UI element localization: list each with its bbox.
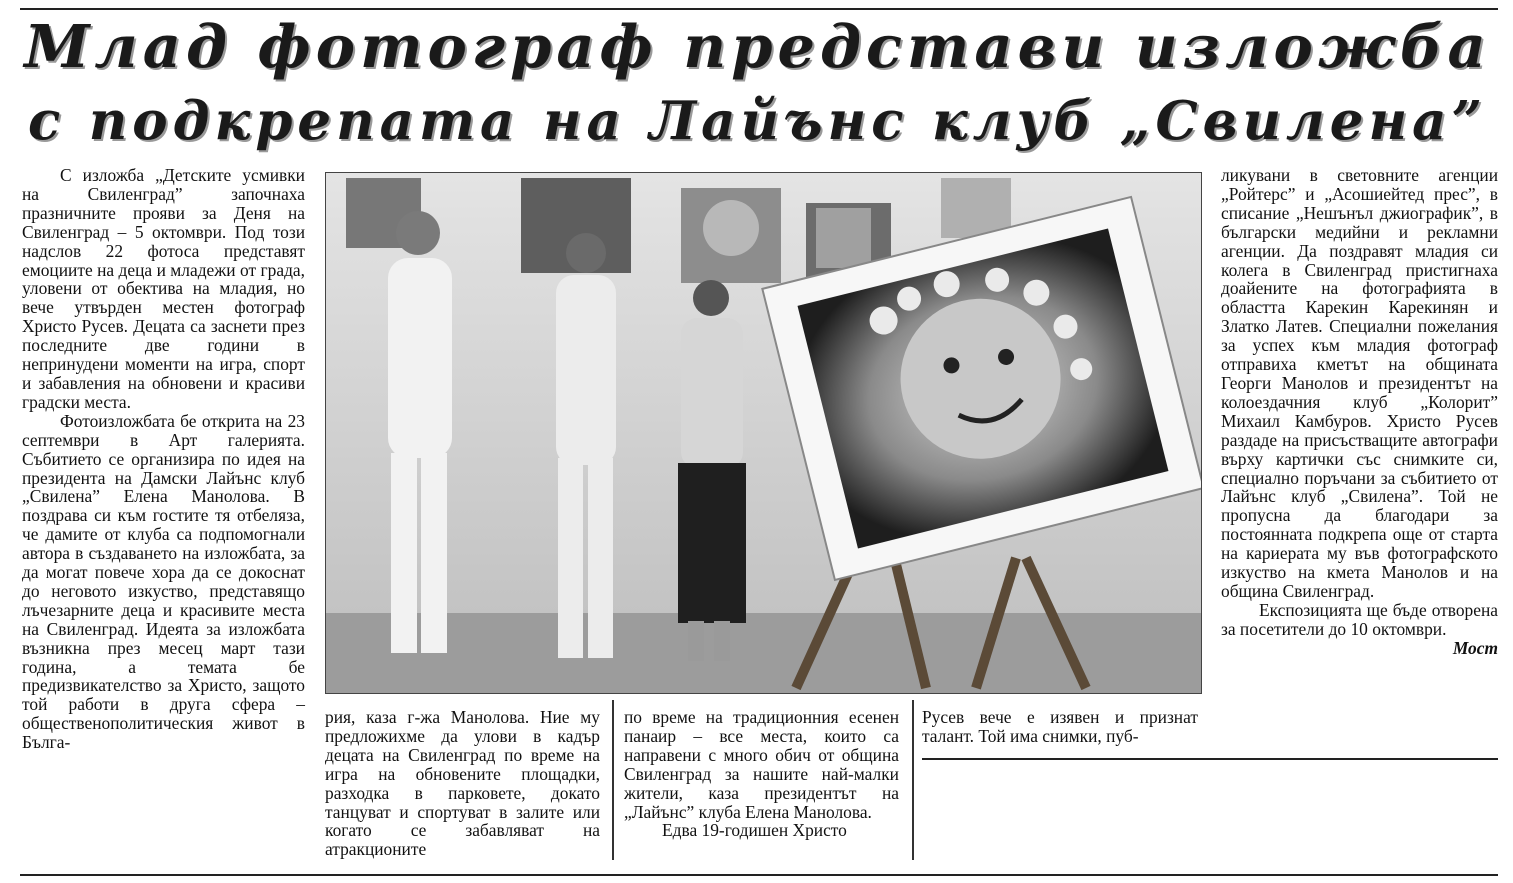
headline-line-1: Млад фотограф представи изложба bbox=[24, 12, 1491, 81]
gallery-photo-image bbox=[326, 173, 1201, 693]
paragraph-5: Едва 19-годишен Христо bbox=[662, 820, 847, 841]
article-column-2 bbox=[325, 708, 600, 859]
paragraph-7: ликувани в световните агенции „Ройтерс” и „Асошиейтед прес”, в списание „Нешънъл джиографик”, в български медийни и рекламни агенции. Да поздравят младия си колега в Свиленград пристигнаха доайените на фотографията в областта Карекин Карекинян и Златко Латев. Специални пожелания за успех към младия фотограф отправиха кметът на общината Георги Манолов и президентът на колоездачния клуб „Колорит” Михаил Камбуров. Христо Русев раздаде на присъстващите автографи върху картички със снимките си, специално поръчани за събитието от Лайънс клуб „Свилена”. Той не пропусна да благодари за постоянната подкрепа още от старта на кариерата му във фотографското изкуство на кмета Манолов и на община Свиленград. bbox=[1221, 165, 1498, 601]
article-column-5 bbox=[1221, 166, 1498, 658]
closing-text: Експозицията ще бъде отворена за посетители до 10 октомври. bbox=[1221, 599, 1498, 639]
column-4-rule bbox=[922, 758, 1498, 760]
paragraph-8 bbox=[1221, 599, 1498, 658]
signature: Мост bbox=[1452, 637, 1498, 658]
paragraph-6: Русев вече е изявен и признат талант. Той има снимки, пуб- bbox=[922, 707, 1198, 746]
headline-line-2: с подкрепата на Лайънс клуб „Свилена” bbox=[28, 90, 1487, 152]
paragraph-1: С изложба „Детските усмивки на Свиленград” започнаха празничните прояви за Деня на Свиленград – 5 октомври. Под този надслов 22 фотоса представят емоциите на деца и младежи от града, уловени от обектива на младия, но вече утвърден местен фотограф Христо Русев. Децата са заснети през последните две години в непринудени моменти на игра, спорт и забавления на обновени и красиви градски места. bbox=[22, 165, 305, 412]
paragraph-3: рия, каза г-жа Манолова. Ние му предложихме да улови в кадър децата на Свиленград по време на игра на обновените площадки, разходка в парковете, докато танцуват и спортуват в залите или когато се забавляват на атракционите bbox=[325, 707, 600, 860]
article-column-1 bbox=[22, 166, 305, 752]
bottom-rule bbox=[20, 874, 1498, 876]
paragraph-4: по време на традиционния есенен панаир – все места, които са направени с много обич от община Свиленград за нашите най-малки жители, каза президентът на „Лайънс” клуба Елена Манолова. bbox=[624, 707, 899, 822]
article-column-4 bbox=[922, 708, 1198, 746]
paragraph-2: Фотоизложбата бе открита на 23 септември в Арт галерията. Събитието се организира по идея на президента на Дамски Лайънс клуб „Свилена” Елена Манолова. В поздрава си към гостите тя отбеляза, че дамите от клуба са подпомогнали автора в създаването на изложбата, за да могат повече хора да се докоснат до неговото изкуство, представящо лъчезарните деца и красивите места на Свиленград. Идеята за изложбата възникна през месец март тази година, а темата бе предизвикателство за Христо, защото той работи в друга сфера – общественополитическия живот в Бълга- bbox=[22, 410, 305, 753]
article-column-3 bbox=[624, 708, 899, 840]
column-divider bbox=[612, 700, 614, 860]
article-photo bbox=[325, 172, 1202, 694]
column-divider bbox=[912, 700, 914, 860]
